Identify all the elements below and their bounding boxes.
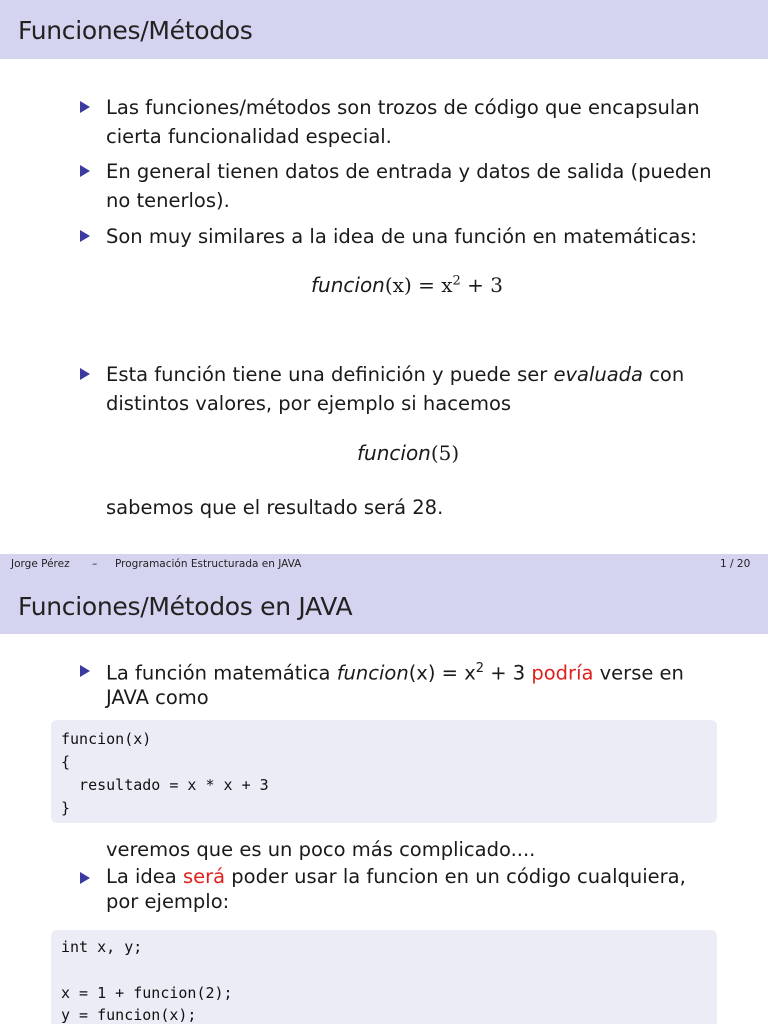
slide2-bullet2-line1	[106, 864, 726, 889]
formula-funcion-5	[357, 441, 459, 465]
footer-author: Jorge Pérez	[11, 558, 70, 570]
slide1-bullet4-line2: distintos valores, por ejemplo si hacemos	[106, 392, 512, 415]
slide1-bullet1-line1: Las funciones/métodos son trozos de código que encapsulan	[106, 96, 700, 119]
slide1-bullet3-line1: Son muy similares a la idea de una función en matemáticas:	[106, 225, 698, 248]
bullet-triangle-icon	[80, 368, 90, 380]
slide1-title: Funciones/Métodos	[18, 16, 253, 45]
slide2-bullet1-post: verse en	[593, 661, 684, 685]
slide1-bullet4	[106, 360, 726, 418]
slide1-bullet1-line2: cierta funcionalidad especial.	[106, 125, 392, 148]
slide2-bullet1-line2: JAVA como	[106, 685, 209, 709]
bullet-triangle-icon	[80, 665, 90, 677]
slide1-result-text: sabemos que el resultado será 28.	[106, 496, 444, 519]
slide1-bullet4-pre: Esta función tiene una definición y puede ser	[106, 363, 554, 386]
slide1-bullet2-line1: En general tienen datos de entrada y datos de salida (pueden	[106, 160, 712, 183]
bullet-triangle-icon	[80, 872, 90, 884]
code-line: }	[61, 799, 71, 817]
footer-course: Programación Estructurada en JAVA	[115, 558, 302, 570]
code-line: resultado = x * x + 3	[61, 776, 269, 794]
slide2-bullet2-post: poder usar la funcion en un código cualquiera,	[225, 865, 686, 888]
slide2-bullet1-exp: 2	[475, 661, 485, 676]
slide1-bullet2-line2: no tenerlos).	[106, 189, 230, 212]
slide1-bullet2	[106, 157, 726, 215]
slide2-bullet2	[106, 864, 726, 914]
footer-page-number: 1 / 20	[720, 558, 751, 570]
code-block-1	[51, 720, 717, 823]
code-line: x = 1 + funcion(2);	[61, 984, 233, 1002]
slide2-after-code-text: veremos que es un poco más complicado....	[106, 838, 536, 861]
slide1-bullet4-post: con	[643, 363, 685, 386]
code-line: {	[61, 753, 71, 771]
code-line: int x, y;	[61, 938, 143, 956]
formula1-arg: (x) = x	[384, 273, 453, 297]
code-block-2	[51, 930, 717, 1024]
slide2-bullet1-pre: La función matemática	[106, 661, 337, 685]
slide2-bullet1-highlight: podría	[531, 661, 594, 685]
slide2-bullet1-mid: (x) = x	[408, 661, 476, 685]
code-line: funcion(x)	[61, 730, 152, 748]
formula1-tail: + 3	[460, 273, 503, 297]
slide2-title: Funciones/Métodos en JAVA	[18, 592, 353, 621]
slide2-bullet1-line1	[106, 657, 726, 686]
slide1-bullet3	[106, 222, 726, 251]
slide1-bullet4-emphasis: evaluada	[553, 363, 643, 386]
slide1-title-bar	[0, 0, 768, 59]
formula2-arg: (5)	[430, 441, 460, 465]
slide2-bullet2-line2: por ejemplo:	[106, 890, 230, 913]
footer-separator: –	[92, 558, 98, 570]
code-line: y = funcion(x);	[61, 1006, 197, 1024]
slide2-title-bar	[0, 574, 768, 634]
slide2-bullet1	[106, 657, 726, 710]
formula2-fn: funcion	[357, 441, 431, 465]
slide1-bullet1	[106, 93, 726, 151]
slide2-bullet1-fn: funcion	[336, 661, 409, 685]
bullet-triangle-icon	[80, 101, 90, 113]
formula1-exp: 2	[452, 273, 461, 289]
slide2-bullet1-tail: + 3	[484, 661, 532, 685]
formula-funcion-x	[311, 273, 503, 297]
slide1-bullet4-line1	[106, 360, 726, 389]
bullet-triangle-icon	[80, 230, 90, 242]
bullet-triangle-icon	[80, 165, 90, 177]
formula1-fn: funcion	[311, 273, 385, 297]
slide-footer	[0, 554, 768, 574]
slide2-bullet2-pre: La idea	[106, 865, 183, 888]
slide2-bullet2-highlight: será	[182, 865, 226, 888]
